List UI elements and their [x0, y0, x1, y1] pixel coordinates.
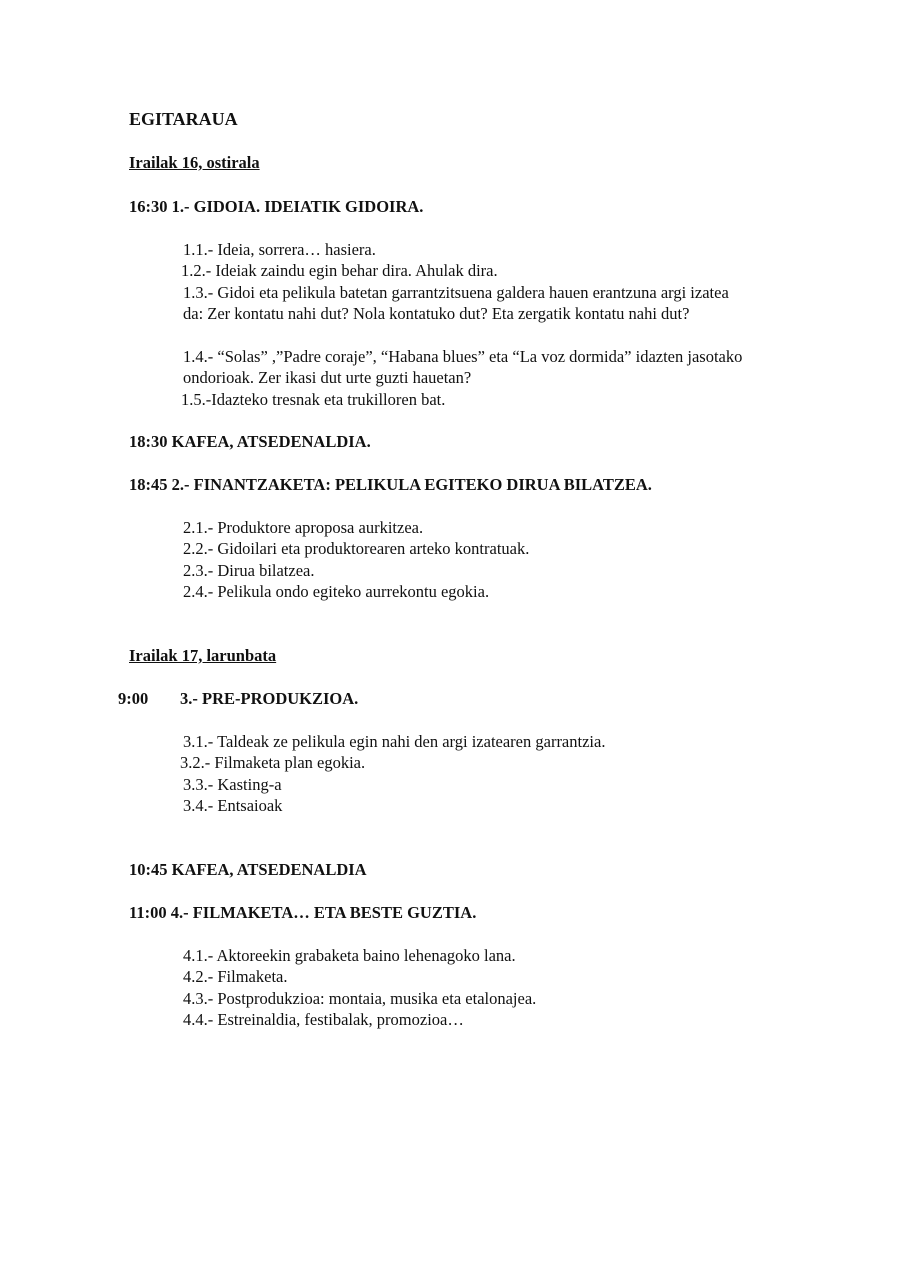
session3-item-4: 3.4.- Entsaioak: [183, 796, 283, 815]
session4-item-2: 4.2.- Filmaketa.: [183, 967, 288, 986]
session2-header: 18:45 2.- FINANTZAKETA: PELIKULA EGITEKO DIRUA BILATZEA.: [129, 475, 652, 494]
session1-item-2: 1.2.- Ideiak zaindu egin behar dira. Ahulak dira.: [181, 261, 498, 280]
session1-item-5: 1.5.-Idazteko tresnak eta trukilloren bat.: [181, 390, 446, 409]
session1-item-4: 1.4.- “Solas” ,”Padre coraje”, “Habana blues” eta “La voz dormida” idazten jasotako ondorioak. Zer ikasi dut urte guzti hauetan?: [183, 347, 743, 388]
session2-item-4: 2.4.- Pelikula ondo egiteko aurrekontu egokia.: [183, 582, 490, 601]
break1: 18:30 KAFEA, ATSEDENALDIA.: [129, 432, 371, 451]
session4-item-1: 4.1.- Aktoreekin grabaketa baino lehenagoko lana.: [183, 946, 516, 965]
session3-item-2: 3.2.- Filmaketa plan egokia.: [180, 753, 366, 772]
session2-item-1: 2.1.- Produktore aproposa aurkitzea.: [183, 518, 424, 537]
break2: 10:45 KAFEA, ATSEDENALDIA: [129, 860, 367, 879]
document-title: EGITARAUA: [129, 109, 238, 129]
session2-item-3: 2.3.- Dirua bilatzea.: [183, 561, 315, 580]
session2-item-2: 2.2.- Gidoilari eta produktorearen arteko kontratuak.: [183, 539, 530, 558]
day2-heading: Irailak 17, larunbata: [129, 646, 277, 665]
session1-header: 16:30 1.- GIDOIA. IDEIATIK GIDOIRA.: [129, 197, 424, 216]
session3-item-3: 3.3.- Kasting-a: [183, 775, 282, 794]
session4-item-4: 4.4.- Estreinaldia, festibalak, promozioa…: [183, 1010, 464, 1029]
session3-item-1: 3.1.- Taldeak ze pelikula egin nahi den argi izatearen garrantzia.: [183, 732, 606, 751]
session3-time: 9:00: [118, 689, 149, 708]
session4-header: 11:00 4.- FILMAKETA… ETA BESTE GUZTIA.: [129, 903, 477, 922]
session3-title: 3.- PRE-PRODUKZIOA.: [180, 689, 359, 708]
session1-item-3: 1.3.- Gidoi eta pelikula batetan garrantzitsuena galdera hauen erantzuna argi izatea da: Zer kontatu nahi dut? Nola kontatuko dut? Eta zergatik kontatu nahi dut?: [183, 283, 729, 324]
session4-item-3: 4.3.- Postprodukzioa: montaia, musika eta etalonajea.: [183, 989, 537, 1008]
session1-item-1: 1.1.- Ideia, sorrera… hasiera.: [183, 240, 376, 259]
day1-heading: Irailak 16, ostirala: [129, 153, 260, 172]
